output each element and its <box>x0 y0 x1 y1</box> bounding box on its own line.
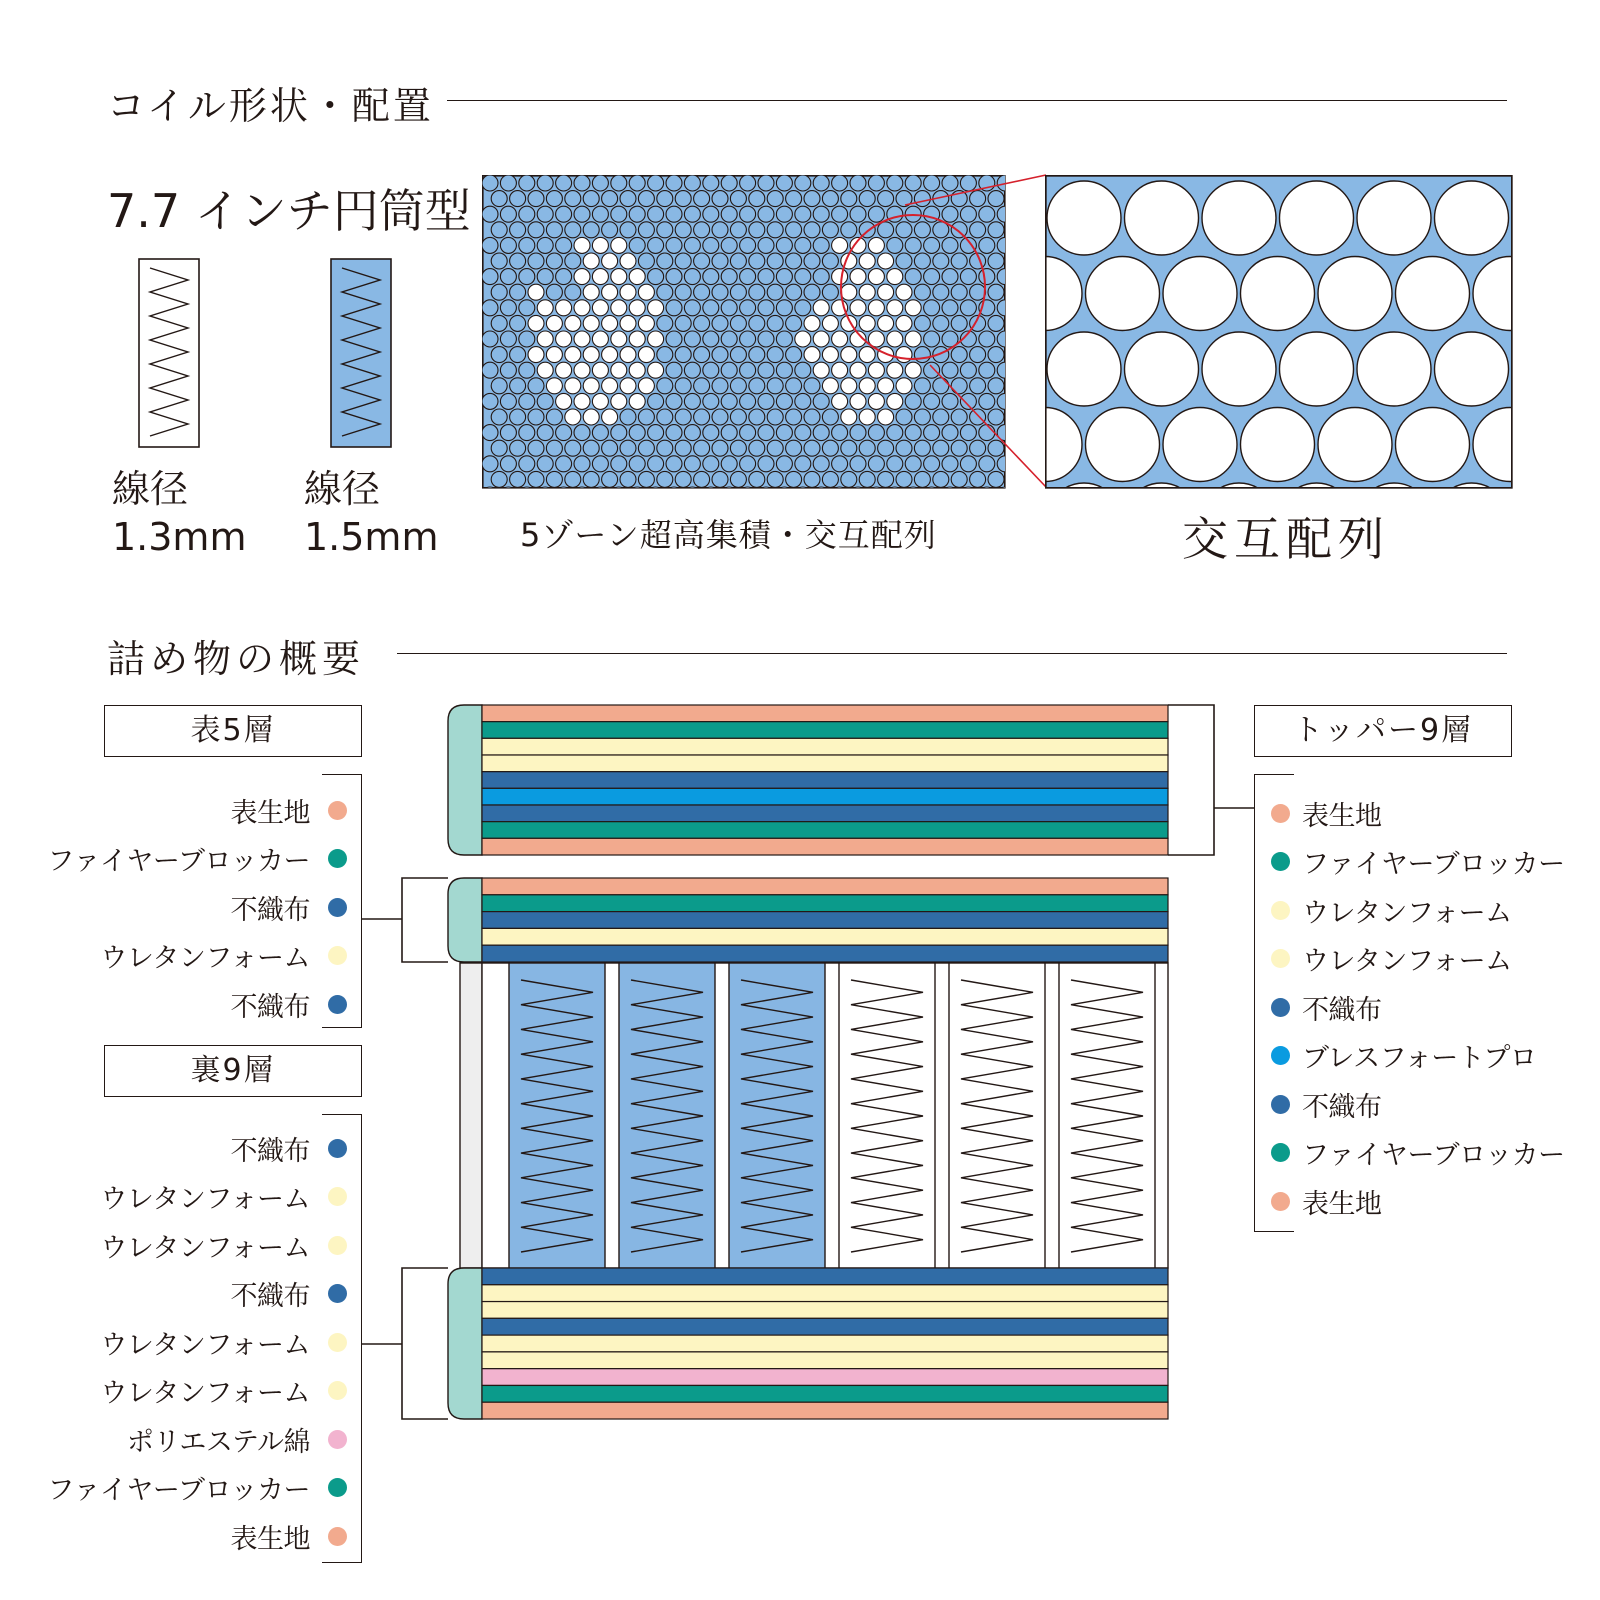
legend-label: ウレタンフォーム <box>1302 946 1512 977</box>
side-frame <box>460 963 482 1268</box>
legend-label: ウレタンフォーム <box>100 1378 310 1409</box>
coil-a-value: 1.3mm <box>112 515 247 559</box>
bottom-layers-stack <box>448 1268 1168 1419</box>
bottom-layers-box: 裏9層 <box>104 1045 362 1097</box>
layer-band <box>482 1385 1168 1402</box>
layer-band <box>482 1302 1168 1319</box>
layer-band <box>482 722 1168 739</box>
legend-item <box>47 1470 347 1506</box>
topper-layers-box: トッパー9層 <box>1254 705 1512 757</box>
legend-item <box>60 1518 347 1554</box>
layer-band <box>482 1402 1168 1419</box>
layer-band <box>482 1335 1168 1352</box>
layer-band <box>482 705 1168 722</box>
coil-layout-grid <box>482 175 1006 489</box>
coil-1-3mm-icon <box>138 258 202 450</box>
legend-label: ファイヤーブロッカー <box>1302 1140 1565 1171</box>
section-filling-rule <box>397 653 1507 654</box>
layer-band <box>482 912 1168 929</box>
legend-label: 不織布 <box>230 1281 310 1312</box>
layer-band <box>482 788 1168 805</box>
legend-label: 不織布 <box>230 991 310 1023</box>
legend-label: ウレタンフォーム <box>1302 897 1512 929</box>
layer-band <box>482 1352 1168 1369</box>
zoom-caption: 交互配列 <box>1182 512 1390 566</box>
layer-band <box>482 928 1168 945</box>
layout-caption: 5ゾーン超高集積・交互配列 <box>520 516 937 554</box>
legend-label: 表生地 <box>1302 1188 1382 1220</box>
legend-label: ウレタンフォーム <box>100 1329 310 1361</box>
legend-swatch <box>328 1478 347 1497</box>
layer-band <box>482 772 1168 789</box>
top-layers-box: 表5層 <box>104 705 362 757</box>
legend-label: ウレタンフォーム <box>100 1232 310 1264</box>
coil-b-label: 線径 <box>304 467 381 511</box>
section-coil-title: コイル形状・配置 <box>107 84 434 128</box>
layer-band <box>482 838 1168 855</box>
legend-label: 不織布 <box>230 1135 310 1167</box>
legend-label: ウレタンフォーム <box>100 1184 310 1215</box>
legend-label: ファイヤーブロッカー <box>47 1475 310 1506</box>
topper-stack <box>448 705 1168 855</box>
layer-band <box>482 822 1168 839</box>
legend-label: ポリエステル綿 <box>126 1426 310 1458</box>
coil-1-5mm-icon <box>330 258 394 450</box>
legend-label: 不織布 <box>1302 1091 1382 1123</box>
coil-b-spec <box>304 465 438 561</box>
layer-band <box>482 738 1168 755</box>
layer-band <box>482 755 1168 772</box>
layer-band <box>482 1268 1168 1285</box>
layer-band <box>482 1369 1168 1386</box>
coil-a-spec <box>112 465 246 561</box>
legend-label: 表生地 <box>1302 800 1382 832</box>
legend-label: 表生地 <box>230 797 310 829</box>
legend-label: ファイヤーブロッカー <box>1302 849 1565 880</box>
legend-swatch <box>328 1430 347 1449</box>
legend-label: 表生地 <box>230 1523 310 1555</box>
top-layers-stack <box>448 878 1168 962</box>
coil-a-label: 線径 <box>112 467 189 511</box>
layer-band <box>482 945 1168 962</box>
legend-label: 不織布 <box>230 894 310 926</box>
mattress-cross-section <box>0 690 1600 1430</box>
legend-swatch <box>328 1527 347 1546</box>
legend-label: 不織布 <box>1302 994 1382 1026</box>
legend-label: ファイヤーブロッカー <box>47 846 310 877</box>
layer-band <box>482 1318 1168 1335</box>
layer-band <box>482 895 1168 912</box>
layer-band <box>482 805 1168 822</box>
layer-band <box>482 1285 1168 1302</box>
legend-label: ウレタンフォーム <box>100 943 310 974</box>
coil-b-value: 1.5mm <box>304 515 439 559</box>
legend-label: ブレスフォートプロ <box>1302 1043 1537 1074</box>
section-coil-rule <box>447 100 1507 101</box>
layer-band <box>482 878 1168 895</box>
section-filling-title: 詰め物の概要 <box>107 637 366 681</box>
coil-zoom-panel <box>1045 175 1513 489</box>
coil-heading: 7.7 インチ円筒型 <box>107 184 471 238</box>
